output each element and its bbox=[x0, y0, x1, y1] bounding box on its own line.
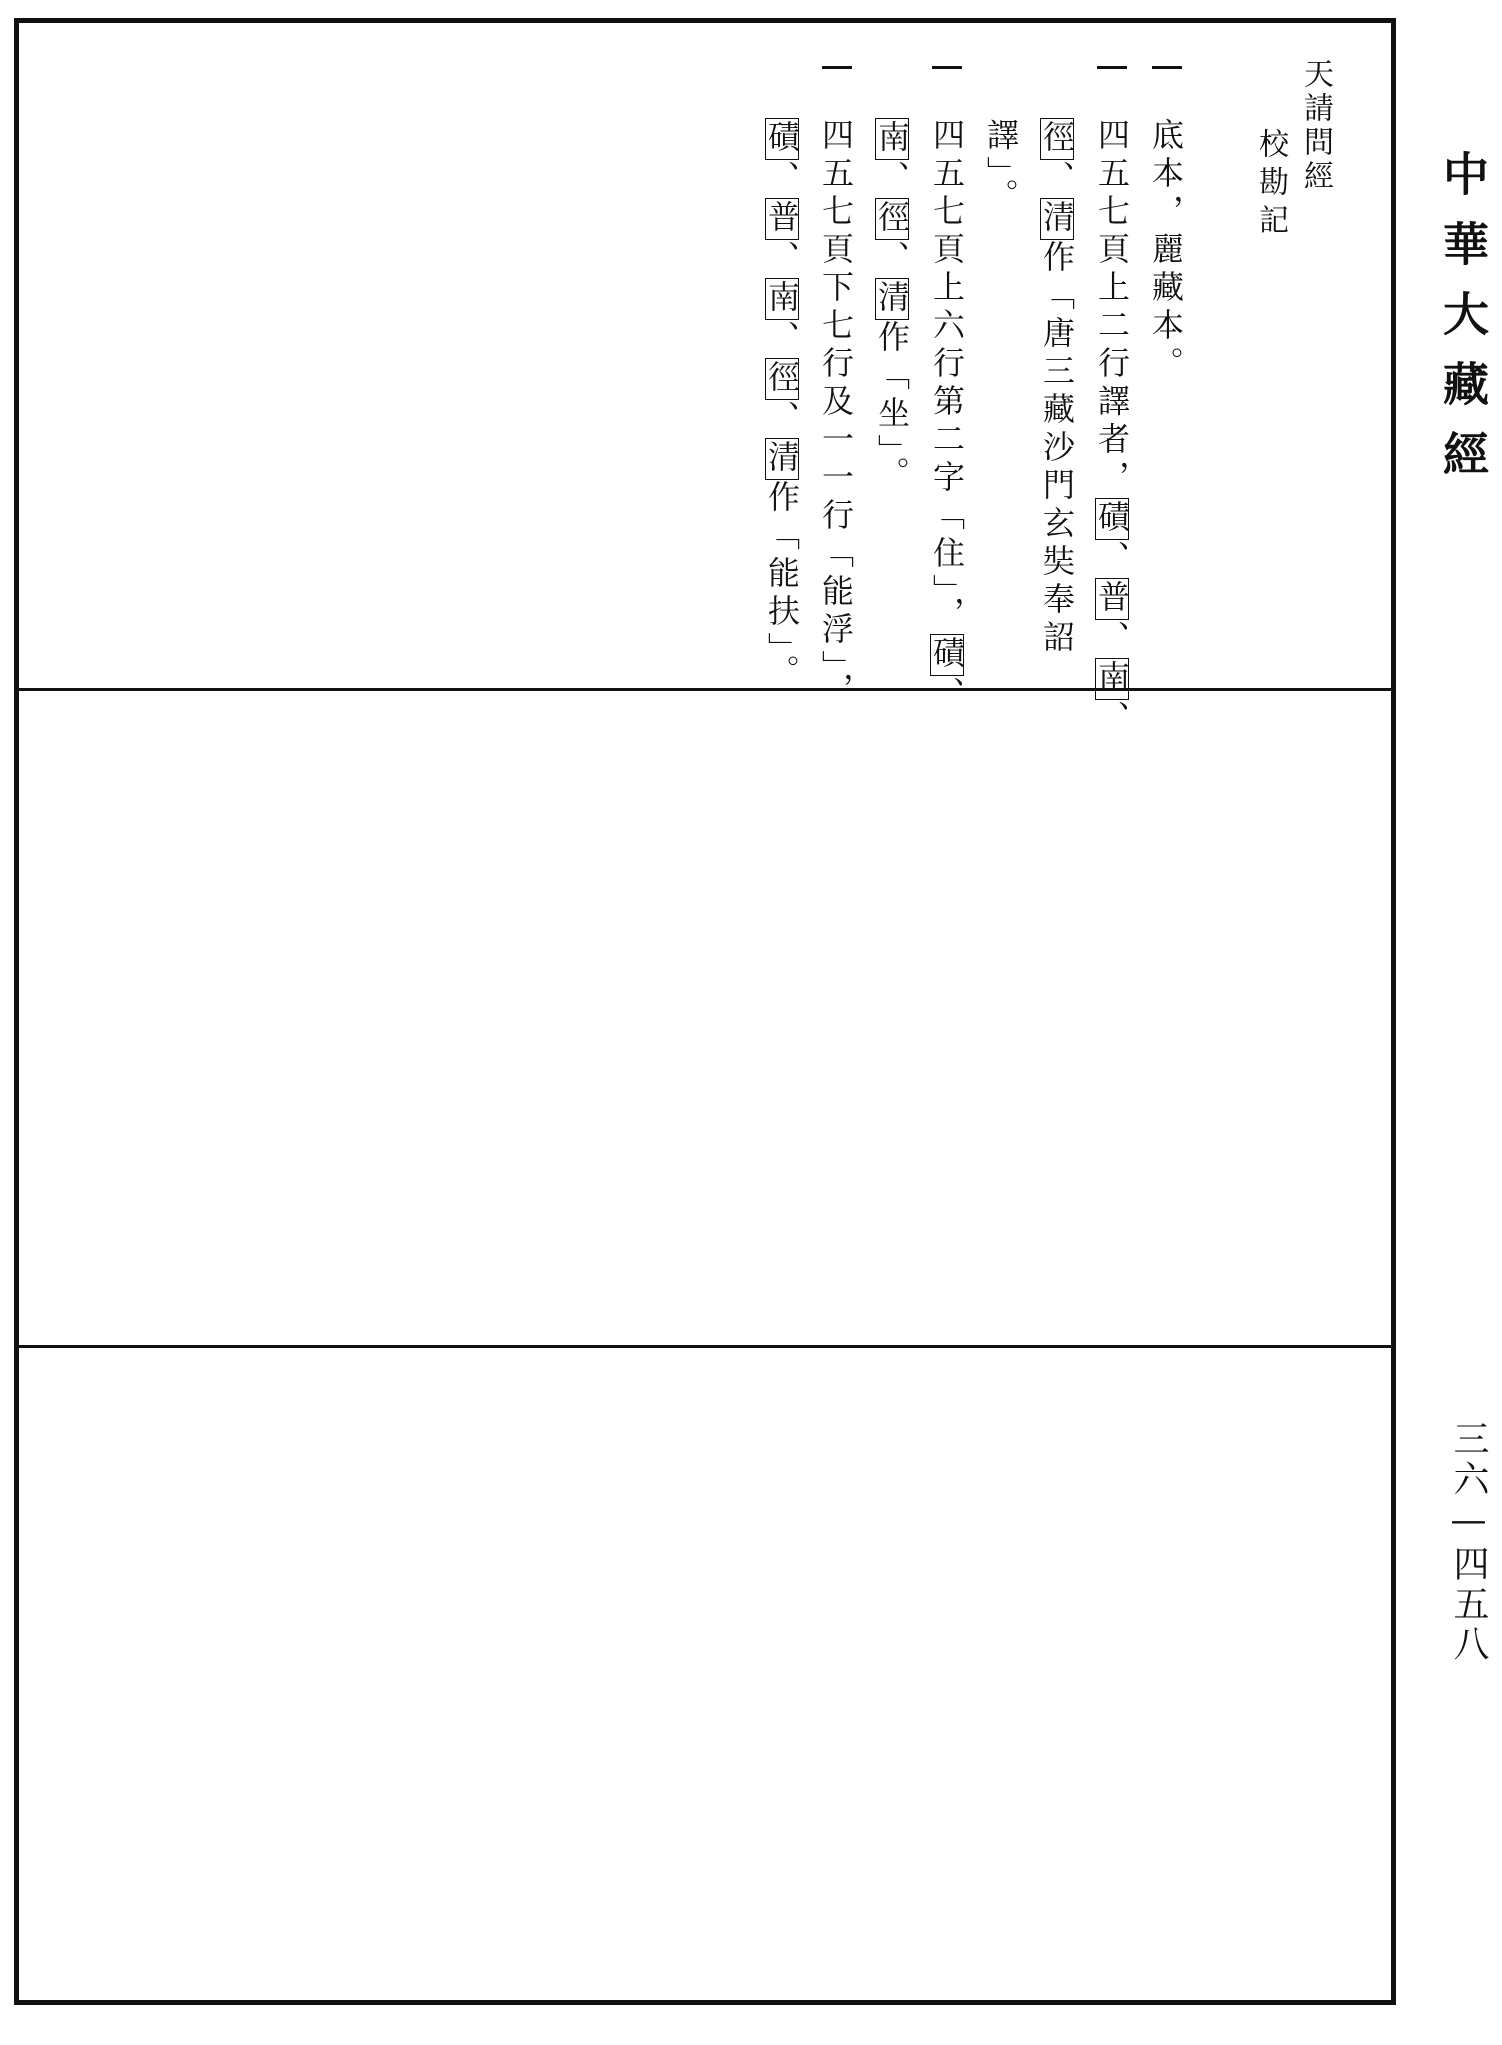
edition-siglum: 普 bbox=[763, 200, 801, 238]
note-marker bbox=[1152, 66, 1182, 69]
edition-siglum: 南 bbox=[1093, 660, 1131, 698]
note-marker bbox=[1097, 66, 1127, 69]
note-text: 、 bbox=[873, 160, 911, 198]
note-text: 、 bbox=[1093, 620, 1131, 658]
edition-siglum: 普 bbox=[1093, 580, 1131, 618]
edition-siglum: 清 bbox=[1038, 200, 1076, 238]
note-text: 作「能扶」。 bbox=[763, 480, 801, 692]
note-marker bbox=[822, 66, 852, 69]
edition-siglum: 徑 bbox=[763, 360, 801, 398]
note-text: 、 bbox=[1038, 160, 1076, 198]
note-text: 、 bbox=[1093, 540, 1131, 578]
edition-siglum: 磧 bbox=[1093, 500, 1131, 538]
note-line bbox=[930, 118, 964, 714]
note-text: 、 bbox=[763, 320, 801, 358]
note-text: 四五七頁上六行第二字「住」， bbox=[928, 118, 966, 634]
sutra-title: 天請問經 bbox=[1298, 58, 1333, 194]
note-line bbox=[1095, 118, 1129, 738]
edition-siglum: 徑 bbox=[873, 200, 911, 238]
note-marker bbox=[932, 66, 962, 69]
note-line bbox=[1147, 118, 1185, 384]
note-text: 作「唐三藏沙門玄奘奉詔 bbox=[1038, 240, 1076, 658]
note-text: 作「坐」。 bbox=[873, 320, 911, 494]
note-text: 、 bbox=[1093, 700, 1131, 738]
note-text: 、 bbox=[763, 160, 801, 198]
note-text: 譯」。 bbox=[982, 118, 1020, 216]
note-text: 四五七頁上二行譯者， bbox=[1093, 118, 1131, 498]
series-title: 中華大藏經 bbox=[1436, 150, 1490, 500]
divider-lower bbox=[19, 1345, 1391, 1348]
note-text: 底本，麗藏本。 bbox=[1147, 118, 1185, 384]
section-title: 校勘記 bbox=[1253, 128, 1288, 242]
note-line bbox=[817, 118, 855, 710]
edition-siglum: 磧 bbox=[928, 636, 966, 674]
edition-siglum: 磧 bbox=[763, 120, 801, 158]
edition-siglum: 清 bbox=[873, 280, 911, 318]
note-text: 四五七頁下七行及一一行「能浮」， bbox=[817, 118, 855, 710]
edition-siglum: 南 bbox=[873, 120, 911, 158]
edition-siglum: 徑 bbox=[1038, 120, 1076, 158]
note-line bbox=[1040, 118, 1074, 658]
note-text: 、 bbox=[928, 676, 966, 714]
edition-siglum: 清 bbox=[763, 440, 801, 478]
page-number: 三六—四五八 bbox=[1448, 1420, 1489, 1665]
note-text: 、 bbox=[763, 240, 801, 278]
edition-siglum: 南 bbox=[763, 280, 801, 318]
note-line bbox=[765, 118, 799, 692]
divider-upper bbox=[19, 688, 1391, 691]
note-text: 、 bbox=[763, 400, 801, 438]
note-line bbox=[982, 118, 1020, 216]
note-text: 、 bbox=[873, 240, 911, 278]
note-line bbox=[875, 118, 909, 494]
page-frame bbox=[14, 18, 1396, 2005]
